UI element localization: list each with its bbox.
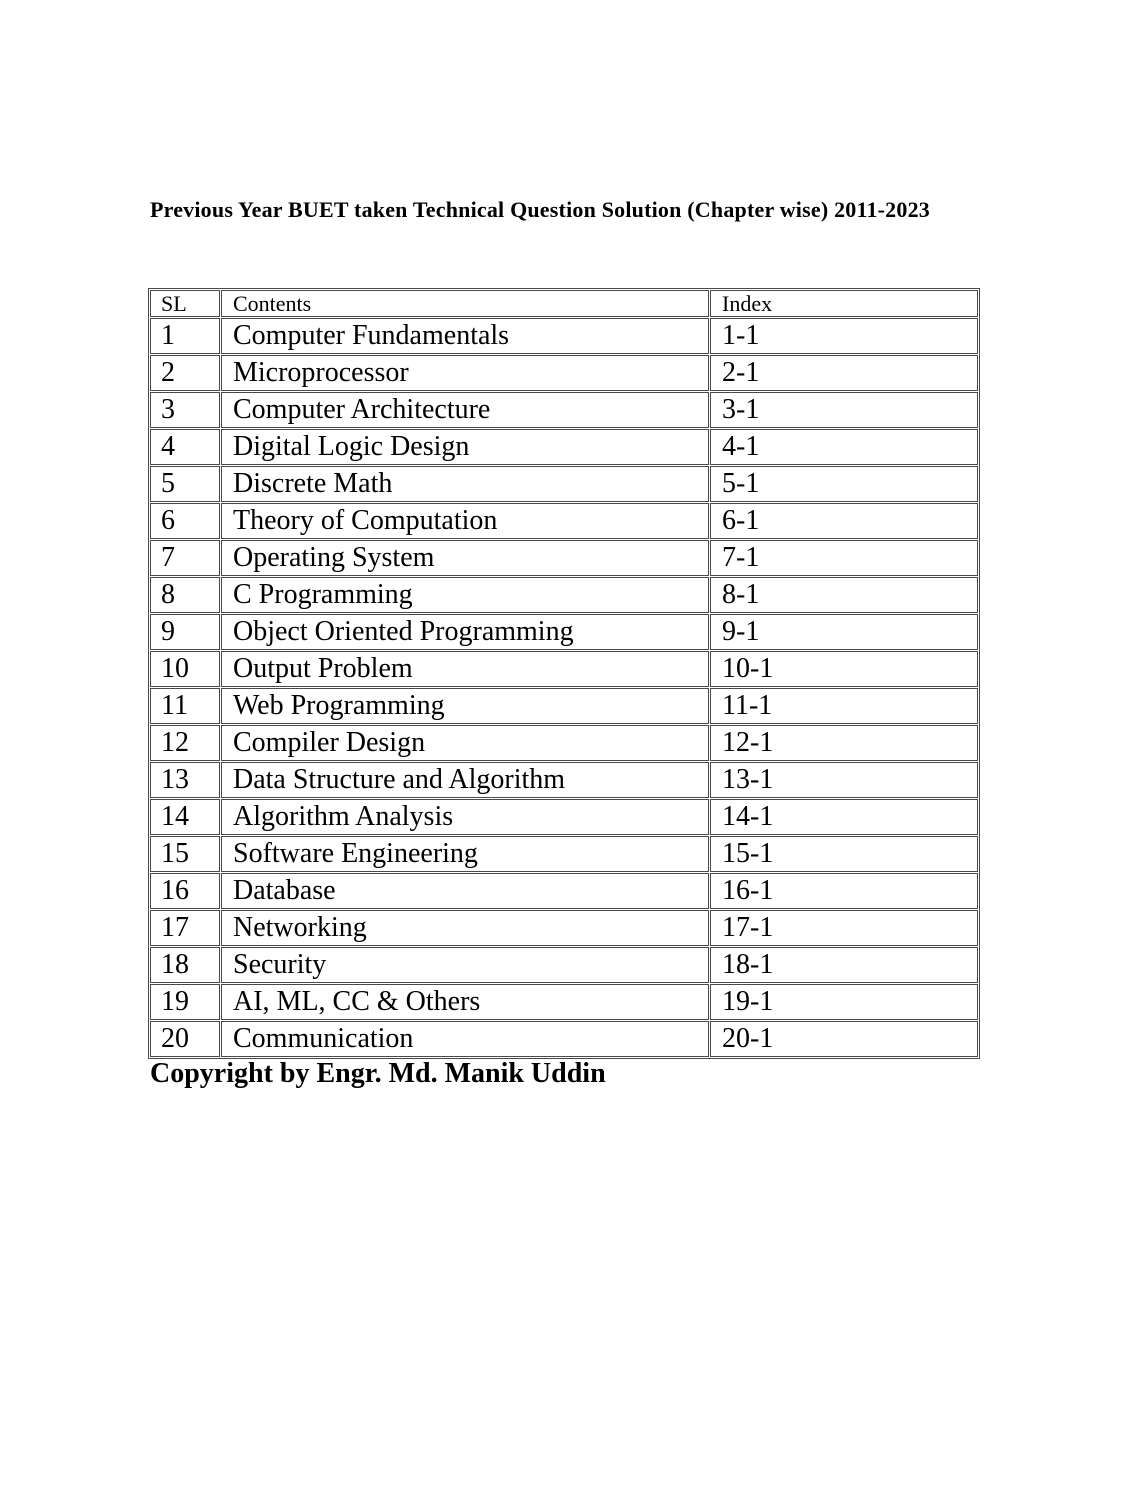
table-row [150, 466, 978, 502]
cell-index: 10-1 [710, 651, 978, 687]
table-row [150, 651, 978, 687]
cell-index: 4-1 [710, 429, 978, 465]
page-title: Previous Year BUET taken Technical Question Solution (Chapter wise) 2011-2023 [150, 197, 930, 222]
cell-sl: 12 [150, 725, 220, 761]
table-row [150, 355, 978, 391]
cell-sl: 15 [150, 836, 220, 872]
cell-contents: Operating System [221, 540, 709, 576]
cell-contents: Networking [221, 910, 709, 946]
contents-table [148, 288, 980, 1059]
cell-contents: Compiler Design [221, 725, 709, 761]
cell-index: 18-1 [710, 947, 978, 983]
cell-index: 9-1 [710, 614, 978, 650]
cell-index: 16-1 [710, 873, 978, 909]
cell-contents: Microprocessor [221, 355, 709, 391]
cell-sl: 19 [150, 984, 220, 1020]
table-row [150, 947, 978, 983]
cell-sl: 9 [150, 614, 220, 650]
cell-index: 15-1 [710, 836, 978, 872]
table-row [150, 984, 978, 1020]
cell-contents: Discrete Math [221, 466, 709, 502]
column-header-sl: SL [150, 290, 220, 317]
cell-index: 19-1 [710, 984, 978, 1020]
cell-contents: Digital Logic Design [221, 429, 709, 465]
cell-contents: Software Engineering [221, 836, 709, 872]
cell-index: 7-1 [710, 540, 978, 576]
table-row [150, 1021, 978, 1057]
cell-contents: Database [221, 873, 709, 909]
cell-sl: 3 [150, 392, 220, 428]
cell-sl: 2 [150, 355, 220, 391]
cell-sl: 4 [150, 429, 220, 465]
cell-contents: Output Problem [221, 651, 709, 687]
column-header-contents: Contents [221, 290, 709, 317]
cell-contents: Web Programming [221, 688, 709, 724]
table-row [150, 503, 978, 539]
cell-index: 6-1 [710, 503, 978, 539]
cell-contents: C Programming [221, 577, 709, 613]
cell-index: 5-1 [710, 466, 978, 502]
table-row [150, 429, 978, 465]
cell-sl: 18 [150, 947, 220, 983]
cell-index: 17-1 [710, 910, 978, 946]
cell-sl: 7 [150, 540, 220, 576]
table-header-row [150, 290, 978, 317]
table-row [150, 762, 978, 798]
cell-contents: Security [221, 947, 709, 983]
cell-sl: 6 [150, 503, 220, 539]
cell-contents: Theory of Computation [221, 503, 709, 539]
table-row [150, 836, 978, 872]
cell-contents: Object Oriented Programming [221, 614, 709, 650]
cell-contents: Data Structure and Algorithm [221, 762, 709, 798]
table-row [150, 873, 978, 909]
cell-index: 13-1 [710, 762, 978, 798]
cell-index: 8-1 [710, 577, 978, 613]
cell-sl: 14 [150, 799, 220, 835]
cell-sl: 8 [150, 577, 220, 613]
cell-contents: Computer Architecture [221, 392, 709, 428]
copyright-notice: Copyright by Engr. Md. Manik Uddin [150, 1058, 606, 1089]
cell-contents: Algorithm Analysis [221, 799, 709, 835]
cell-contents: Computer Fundamentals [221, 318, 709, 354]
table-row [150, 392, 978, 428]
table-row [150, 725, 978, 761]
cell-sl: 11 [150, 688, 220, 724]
cell-sl: 10 [150, 651, 220, 687]
cell-index: 1-1 [710, 318, 978, 354]
cell-sl: 20 [150, 1021, 220, 1057]
column-header-index: Index [710, 290, 978, 317]
cell-contents: AI, ML, CC & Others [221, 984, 709, 1020]
cell-index: 2-1 [710, 355, 978, 391]
cell-index: 3-1 [710, 392, 978, 428]
cell-sl: 1 [150, 318, 220, 354]
table-row [150, 910, 978, 946]
table-row [150, 799, 978, 835]
table-row [150, 540, 978, 576]
table-row [150, 614, 978, 650]
cell-index: 12-1 [710, 725, 978, 761]
cell-sl: 16 [150, 873, 220, 909]
cell-sl: 17 [150, 910, 220, 946]
cell-index: 20-1 [710, 1021, 978, 1057]
cell-index: 11-1 [710, 688, 978, 724]
table-row [150, 688, 978, 724]
cell-sl: 13 [150, 762, 220, 798]
cell-index: 14-1 [710, 799, 978, 835]
cell-contents: Communication [221, 1021, 709, 1057]
table-row [150, 577, 978, 613]
cell-sl: 5 [150, 466, 220, 502]
table-row [150, 318, 978, 354]
